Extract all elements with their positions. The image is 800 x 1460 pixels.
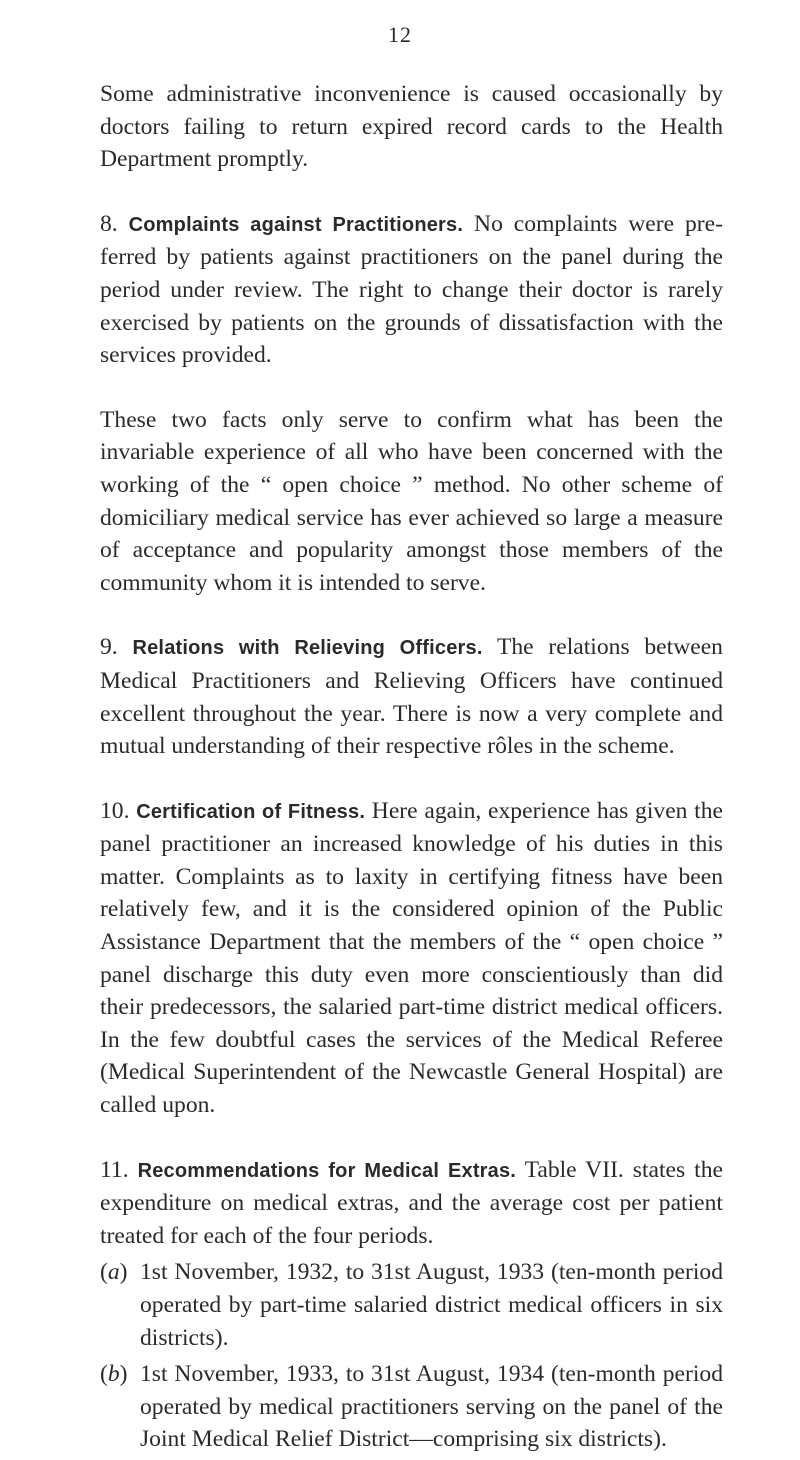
periods-list (100, 1256, 723, 1456)
section-number: 9. (100, 634, 118, 661)
section-heading: Relations with Relieving Officers. (132, 637, 483, 660)
section-text: These two facts only serve to confirm what has been the invariable experience of all who have been concerned with the working of the “ open choice ” method. No other scheme of domiciliary medical service has ever achieved so large a measure of acceptance and popularity amongst those members of the community whom it is intended to serve. (100, 406, 723, 596)
section-recommendations (100, 1154, 723, 1253)
list-marker: (b) (100, 1361, 128, 1388)
section-text: Table VII. states the expenditure on medical extras, and the average cost per patient treated for each of the four periods. (100, 1156, 723, 1249)
list-item-text: 1st November, 1932, to 31st August, 1933 (ten-month period operated by part-time salaried district medical officers in six districts). (140, 1259, 723, 1351)
section-open-choice-paragraph (100, 404, 723, 600)
section-relations (100, 631, 723, 762)
section-heading: Complaints against Practitioners. (128, 213, 464, 236)
section-number: 8. (100, 210, 118, 237)
list-item (100, 1358, 723, 1456)
page-number: 12 (388, 22, 412, 47)
section-heading: Recommendations for Medical Extras. (137, 1159, 517, 1182)
section-text: Here again, experience has given the panel practitioner an increased knowledge of his duties in this matter. Complaints as to laxity in certifying fitness have been relatively few, and it is the considered opinion of the Public Assistance Department that the members of the “ open choice ” panel discharge this duty even more conscientiously than did their predecessors, the salaried part-time district medical officers. In the few doubtful cases the services of the Medical Referee (Medical Superintendent of the Newcastle General Hospital) are called upon. (100, 797, 724, 1119)
list-item-text: 1st November, 1933, to 31st August, 1934 (ten-month period operated by medical practitioners serving on the panel of the Joint Medical Relief District—comprising six districts). (140, 1361, 723, 1453)
section-heading: Certification of Fitness. (136, 800, 366, 823)
intro-paragraph: Some administrative inconvenience is caused occasionally by doctors failing to return expired record cards to the Health Department promptly. (100, 81, 723, 173)
section-text: The relations between Medical Practitioners and Relieving Officers have continued excellent throughout the year. There is now a very complete and mutual understanding of their respective rôles in the scheme. (100, 634, 723, 760)
section-certification (100, 795, 723, 1122)
document-body (100, 78, 723, 1460)
section-complaints (100, 208, 723, 372)
section-number: 10. (100, 797, 130, 824)
list-item (100, 1256, 723, 1354)
section-number: 11. (100, 1156, 129, 1183)
list-marker: (a) (100, 1259, 128, 1286)
section-text: No complaints were pre- ferred by patients against practitioners on the panel during the period under review. The right to change their doctor is rarely exercised by patients on the grounds of dissatisfaction with the services provided. (100, 210, 723, 369)
